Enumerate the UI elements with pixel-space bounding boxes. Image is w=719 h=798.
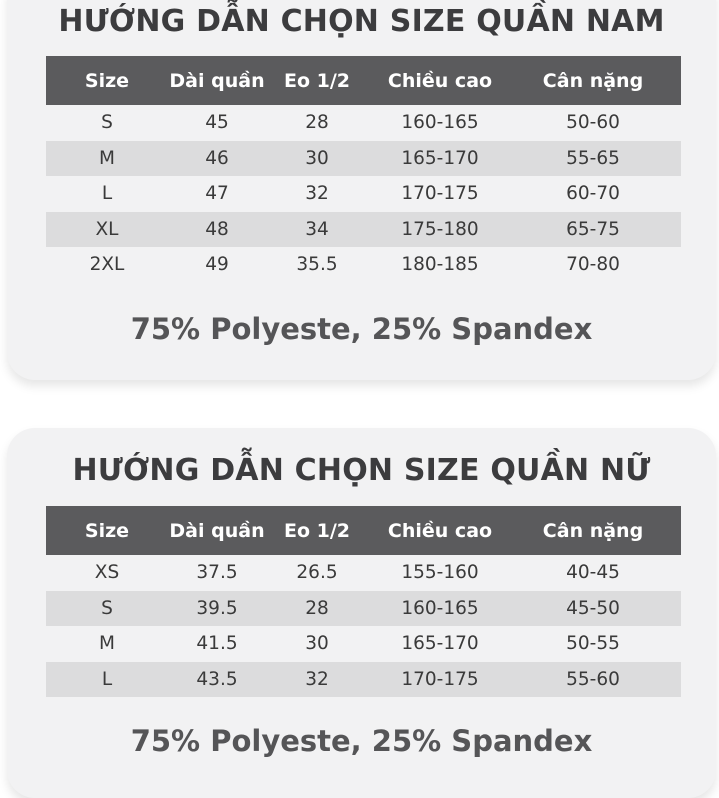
cell-size: S [101, 112, 113, 134]
women-title: HƯỚNG DẪN CHỌN SIZE QUẦN NỮ [72, 453, 651, 488]
cell-weight: 50-60 [566, 112, 620, 134]
cell-weight: 60-70 [566, 183, 620, 205]
cell-weight: 40-45 [566, 562, 620, 584]
cell-length: 43.5 [196, 668, 238, 690]
cell-weight: 55-65 [566, 147, 620, 169]
cell-length: 41.5 [196, 633, 238, 655]
header-length: Dài quần [169, 69, 265, 92]
men-table-header [46, 56, 681, 105]
women-table-header [46, 506, 681, 555]
cell-height: 180-185 [401, 254, 479, 276]
cell-weight: 70-80 [566, 254, 620, 276]
cell-length: 39.5 [196, 597, 238, 619]
cell-height: 165-170 [401, 633, 479, 655]
cell-size: M [99, 147, 115, 169]
cell-length: 49 [205, 254, 229, 276]
cell-size: M [99, 633, 115, 655]
cell-height: 170-175 [401, 668, 479, 690]
cell-size: XL [95, 218, 119, 240]
cell-length: 46 [205, 147, 229, 169]
cell-waist: 26.5 [296, 562, 338, 584]
header-size: Size [84, 69, 130, 92]
cell-waist: 32 [305, 668, 329, 690]
women-size-table [46, 506, 681, 697]
cell-length: 45 [205, 112, 229, 134]
header-height: Chiều cao [387, 69, 493, 92]
cell-waist: 28 [305, 597, 329, 619]
cell-waist: 28 [305, 112, 329, 134]
cell-height: 160-165 [401, 597, 479, 619]
header-size: Size [84, 519, 130, 542]
table-row [46, 591, 681, 627]
table-row [46, 105, 681, 141]
cell-weight: 50-55 [566, 633, 620, 655]
table-row [46, 555, 681, 591]
cell-size: XS [94, 562, 120, 584]
header-waist: Eo 1/2 [283, 69, 351, 92]
women-size-card [7, 428, 716, 798]
header-height: Chiều cao [387, 519, 493, 542]
header-weight: Cân nặng [542, 519, 644, 542]
cell-size: 2XL [89, 254, 125, 276]
cell-size: S [101, 597, 113, 619]
cell-height: 175-180 [401, 218, 479, 240]
men-title: HƯỚNG DẪN CHỌN SIZE QUẦN NAM [58, 4, 665, 39]
table-row [46, 212, 681, 248]
cell-size: L [101, 183, 113, 205]
header-length: Dài quần [169, 519, 265, 542]
men-size-card [7, 0, 716, 380]
cell-length: 47 [205, 183, 229, 205]
header-weight: Cân nặng [542, 69, 644, 92]
table-row [46, 141, 681, 177]
cell-length: 37.5 [196, 562, 238, 584]
header-waist: Eo 1/2 [283, 519, 351, 542]
men-material-text: 75% Polyeste, 25% Spandex [130, 312, 593, 346]
cell-height: 170-175 [401, 183, 479, 205]
cell-height: 160-165 [401, 112, 479, 134]
cell-length: 48 [205, 218, 229, 240]
cell-waist: 30 [305, 633, 329, 655]
cell-weight: 65-75 [566, 218, 620, 240]
men-size-table [46, 56, 681, 283]
cell-height: 155-160 [401, 562, 479, 584]
table-row [46, 626, 681, 662]
table-row [46, 247, 681, 283]
cell-weight: 55-60 [566, 668, 620, 690]
table-row [46, 176, 681, 212]
cell-waist: 34 [305, 218, 329, 240]
cell-waist: 35.5 [296, 254, 338, 276]
women-material-text: 75% Polyeste, 25% Spandex [130, 724, 593, 758]
table-row [46, 662, 681, 698]
cell-waist: 30 [305, 147, 329, 169]
cell-size: L [101, 668, 113, 690]
cell-height: 165-170 [401, 147, 479, 169]
cell-weight: 45-50 [566, 597, 620, 619]
cell-waist: 32 [305, 183, 329, 205]
